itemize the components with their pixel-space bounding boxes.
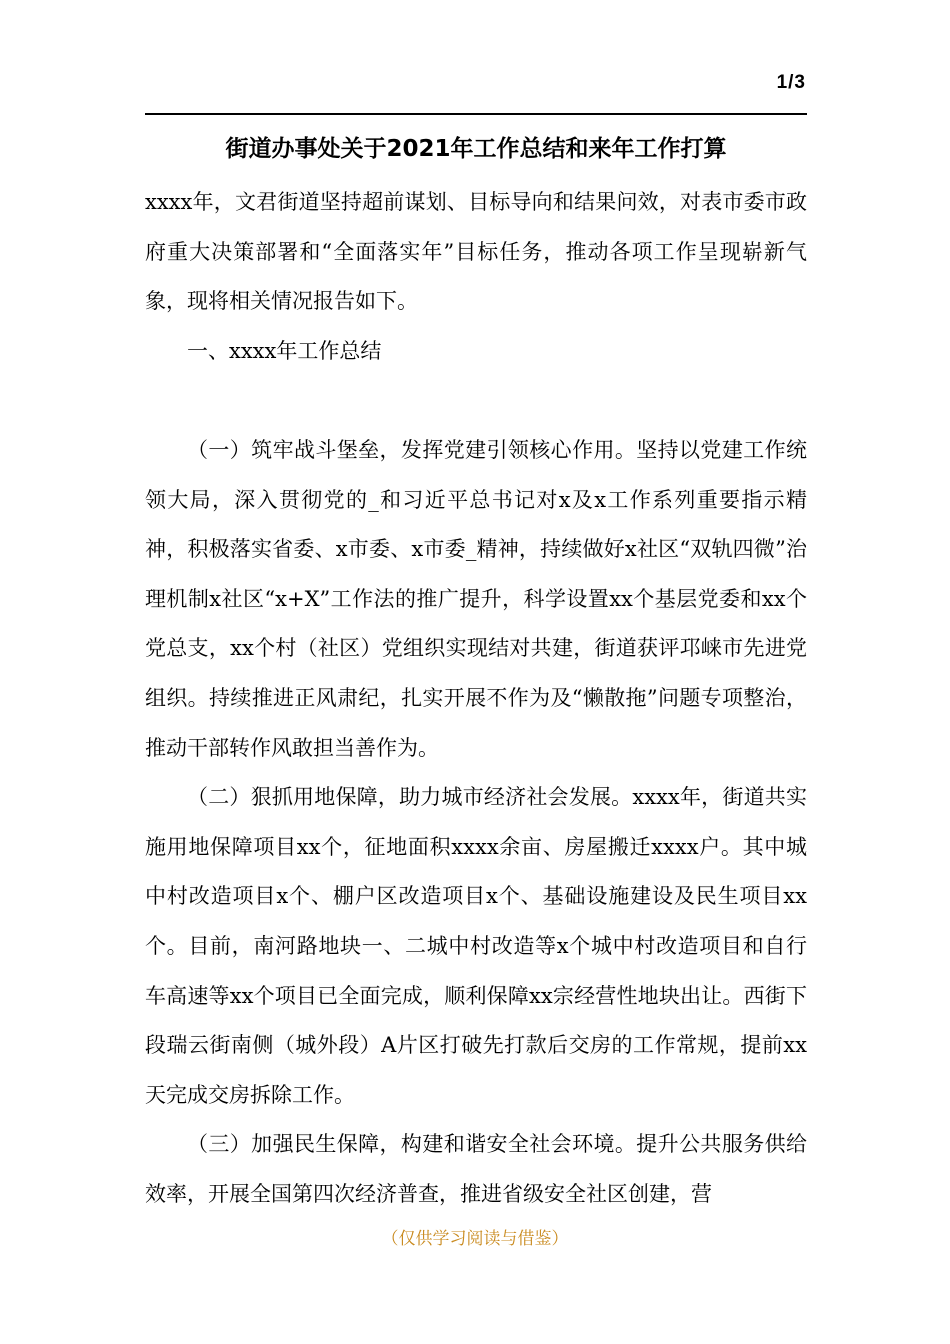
section-paragraph-land-use: （二）狠抓用地保障，助力城市经济社会发展。xxxx年，街道共实施用地保障项目xx个，征地面积xxxx余亩、房屋搬迁xxxx户。其中城中村改造项目x个、棚户区改造项目x个、基础设施建设及民生项目xx个。目前，南河路地块一、二城中村改造等x个城中村改造项目和自行车高速等xx个项目已全面完成，顺利保障xx宗经营性地块出让。西街下段瑞云街南侧（城外段）A片区打破先打款后交房的工作常规，提前xx天完成交房拆除工作。: [145, 785, 807, 1107]
section-heading: 一、xxxx年工作总结: [187, 338, 382, 363]
intro-paragraph: xxxx年，文君街道坚持超前谋划、目标导向和结果问效，对表市委市政府重大决策部署和“全面落实年”目标任务，推动各项工作呈现崭新气象，现将相关情况报告如下。: [145, 190, 807, 314]
document-title: 街道办事处关于2021年工作总结和来年工作打算: [225, 136, 727, 162]
document-body: [145, 178, 807, 1219]
section-paragraph-livelihood: （三）加强民生保障，构建和谐安全社会环境。提升公共服务供给效率，开展全国第四次经济普查，推进省级安全社区创建，营: [145, 1132, 807, 1206]
footer-note: （仅供学习阅读与借鉴）: [381, 1229, 569, 1249]
section-paragraph-party-building: （一）筑牢战斗堡垒，发挥党建引领核心作用。坚持以党建工作统领大局，深入贯彻党的_和习近平总书记对x及x工作系列重要指示精神，积极落实省委、x市委、x市委_精神，持续做好x社区“双轨四微”治理机制x社区“x+X”工作法的推广提升，科学设置xx个基层党委和xx个党总支，xx个村（社区）党组织实现结对共建，街道获评邛崃市先进党组织。持续推进正风肃纪，扎实开展不作为及“懒散拖”问题专项整治，推动干部转作风敢担当善作为。: [145, 437, 807, 760]
page-number: 1/3: [776, 72, 806, 93]
header-divider: [145, 113, 807, 115]
